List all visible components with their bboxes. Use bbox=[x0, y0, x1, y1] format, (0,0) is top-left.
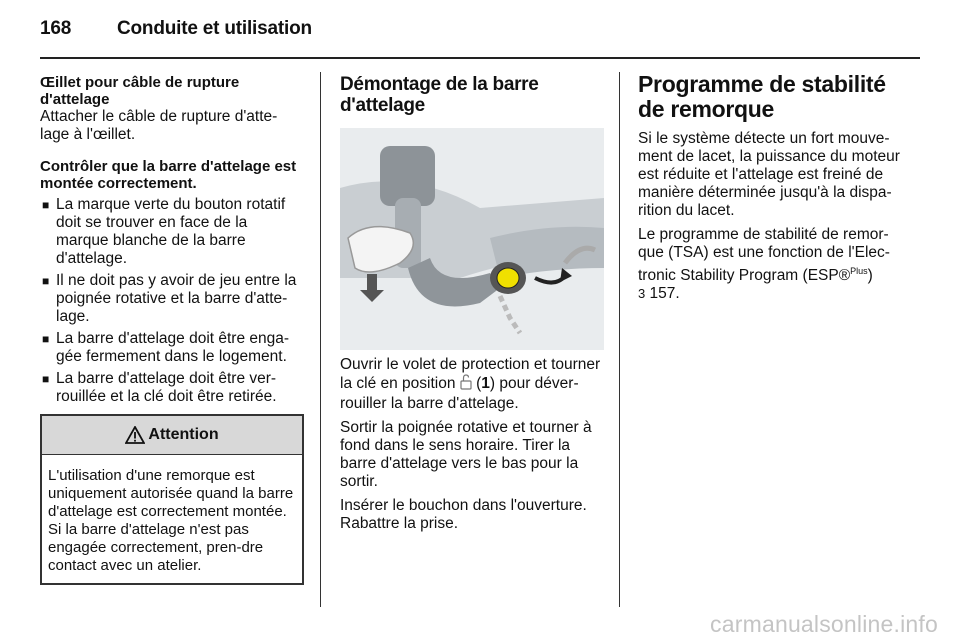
warning-box bbox=[40, 414, 304, 585]
section-heading-check: Contrôler que la barre d'attelage est montée correctement. bbox=[40, 158, 297, 192]
paragraph-text: Le programme de stabilité de remor-que (TSA) est une fonction de l'Elec-tronic Stability Program (ESP® bbox=[638, 226, 890, 285]
paragraph-removal-3: Insérer le bouchon dans l'ouverture. Rabattre la prise. bbox=[340, 497, 587, 532]
page-header bbox=[40, 18, 312, 40]
warning-header bbox=[42, 416, 302, 455]
paragraph-text: ) bbox=[867, 267, 873, 285]
list-item-text: Il ne doit pas y avoir de jeu entre la poignée rotative et la barre d'atte-lage. bbox=[56, 272, 297, 325]
paragraph-tsa-1: Si le système détecte un fort mouve-ment de lacet, la puissance du moteur est réduite et l'attelage est freiné de manière déterminée jusqu'à la dispa-rition du lacet. bbox=[638, 130, 900, 219]
warning-text: L'utilisation d'une remorque est uniquement autorisée quand la barre d'attelage est correctement montée. Si la barre d'attelage n'est pas engagée correctement, pren-dre contact avec un atelier. bbox=[48, 467, 294, 574]
list-item-text: La barre d'attelage doit être ver-rouillée et la clé doit être retirée. bbox=[56, 370, 277, 405]
list-item bbox=[40, 196, 304, 268]
paragraph-text: ) pour déver-rouiller la barre d'attelage. bbox=[340, 375, 579, 412]
paragraph-removal-2: Sortir la poignée rotative et tourner à fond dans le sens horaire. Tirer la barre d'attelage vers le bas pour la sortir. bbox=[340, 419, 592, 490]
watermark: carmanualsonline.info bbox=[710, 611, 938, 637]
bullet-icon: ■ bbox=[42, 198, 50, 212]
page-reference[interactable] bbox=[638, 285, 680, 302]
page-title: Conduite et utilisation bbox=[117, 18, 312, 39]
bullet-icon: ■ bbox=[42, 372, 50, 386]
section-heading-eyelet: Œillet pour câble de rupture d'attelage bbox=[40, 74, 240, 108]
section-heading-tsa: Programme de stabilité de remorque bbox=[638, 71, 886, 122]
tow-bar-removal-illustration bbox=[340, 128, 604, 350]
warning-triangle-icon bbox=[125, 426, 145, 444]
column-middle bbox=[340, 74, 604, 533]
check-list bbox=[40, 196, 304, 406]
paragraph-text: Ouvrir le volet de protection et tourner la clé en position bbox=[340, 356, 601, 392]
paragraph-text: ( bbox=[471, 375, 482, 392]
bullet-icon: ■ bbox=[42, 274, 50, 288]
reference-page: 157. bbox=[645, 285, 680, 303]
reference-arrow-icon: 3 bbox=[638, 286, 646, 302]
header-rule bbox=[40, 57, 920, 59]
column-left bbox=[40, 74, 304, 585]
paragraph-tsa-2 bbox=[638, 226, 904, 303]
paragraph-removal-1 bbox=[340, 356, 604, 413]
page-number: 168 bbox=[40, 18, 72, 39]
paragraph-eyelet: Attacher le câble de rupture d'atte-lage à l'œillet. bbox=[40, 108, 278, 143]
warning-title: Attention bbox=[148, 426, 219, 443]
list-item-text: La barre d'attelage doit être enga-gée fermement dans le logement. bbox=[56, 330, 290, 365]
column-divider-right bbox=[619, 72, 620, 607]
column-divider-left bbox=[320, 72, 321, 607]
list-item-text: La marque verte du bouton rotatif doit se trouver en face de la marque blanche de la barre d'attelage. bbox=[56, 196, 286, 267]
list-item bbox=[40, 330, 304, 366]
section-heading-removal: Démontage de la barre d'attelage bbox=[340, 74, 539, 116]
list-item bbox=[40, 370, 304, 406]
column-right bbox=[638, 71, 904, 303]
list-item bbox=[40, 272, 304, 326]
superscript-plus: Plus bbox=[850, 266, 868, 276]
bullet-icon: ■ bbox=[42, 332, 50, 346]
callout-number: 1 bbox=[481, 375, 490, 392]
unlocked-padlock-icon bbox=[460, 374, 472, 395]
